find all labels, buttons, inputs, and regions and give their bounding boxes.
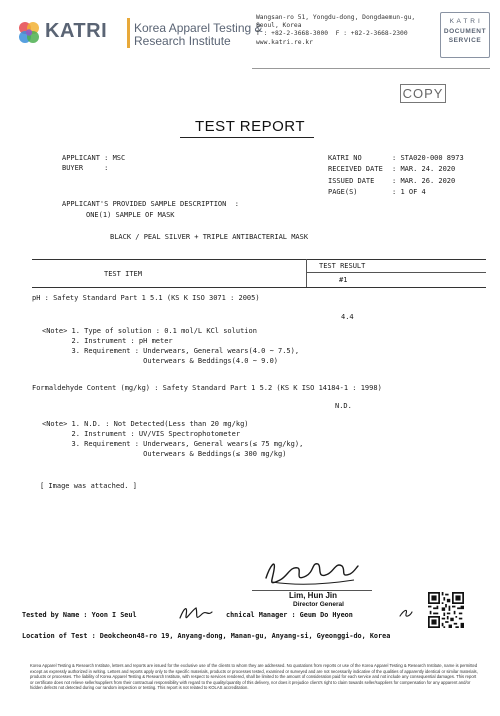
- col-test-item: TEST ITEM: [104, 270, 142, 278]
- katri-no-text: STA020-000 8973: [400, 154, 464, 162]
- phone-fax: T : +82-2-3668-3000 F : +82-2-3668-2300: [256, 30, 408, 38]
- title-underline: [180, 137, 314, 138]
- legal-disclaimer: Korea Apparel Testing & Research Institute, letters and reports are issued for the exclusive use of the clients to whom they are addressed. No quotations from reports or use of the Korea Apparel Testing & Research Institute, name is permitted except as expressly authorized in writing. Letters and reports apply only to the specific materials, products or processes tested, examined or surveyed and are not necessarily indicative of the qualities of apparently identical or similar materials, products or processes. The liability of Korea Apparel Testing & Research Institute, with respect to services rendered, shall be limited to the amount of consideration paid for each service and not include any consequential damages. This report or certificate does not relieve seller/suppliers from their contractual responsibility with regard to the quality/quantity of this delivery, nor does it prejudice client's right to claim towards seller/suppliers for compensation for any apparent and/or hidden defects not detected during our random inspection or testing. This report is not related to KOLAS accreditation.: [30, 663, 478, 691]
- katri-no-value: : STA020-000 8973: [392, 154, 464, 162]
- copy-stamp: COPY: [400, 84, 446, 103]
- received-label: RECEIVED DATE: [328, 165, 383, 173]
- document-service-badge: [440, 12, 490, 58]
- table-header-rule: [32, 287, 486, 288]
- table-top-rule: [32, 259, 486, 260]
- applicant-row: APPLICANT : MSC: [62, 154, 126, 162]
- sample-desc-text: APPLICANT'S PROVIDED SAMPLE DESCRIPTION: [62, 200, 227, 208]
- formaldehyde-result: N.D.: [335, 402, 352, 410]
- pages-text: 1 OF 4: [400, 188, 426, 196]
- katri-no-label: KATRI NO: [328, 154, 362, 162]
- sample-count: ONE(1) SAMPLE OF MASK: [86, 211, 175, 219]
- formaldehyde-note-1: <Note> 1. N.D. : Not Detected(Less than 20 mg/kg): [42, 420, 249, 428]
- logo-divider: [127, 18, 130, 48]
- katri-logo-icon: [16, 20, 42, 46]
- director-signature: [258, 552, 362, 590]
- tester-signature: [176, 600, 216, 626]
- received-text: MAR. 24. 2020: [400, 165, 456, 173]
- issued-text: MAR. 26. 2020: [400, 177, 456, 185]
- ph-result: 4.4: [341, 313, 354, 321]
- ph-note-2: 2. Instrument : pH meter: [42, 337, 173, 345]
- issued-value: : MAR. 26. 2020: [392, 177, 456, 185]
- pages-value: : 1 OF 4: [392, 188, 426, 196]
- tested-by: Tested by Name : Yoon I Seul: [22, 611, 137, 619]
- formaldehyde-note-3: 3. Requirement : Underwears, General wears(≤ 75 mg/kg),: [42, 440, 304, 448]
- website: www.katri.re.kr: [256, 38, 313, 46]
- sample-detail: BLACK / PEAL SILVER + TRIPLE ANTIBACTERIAL MASK: [110, 233, 309, 241]
- ph-note-4: Outerwears & Beddings(4.0 ~ 9.0): [42, 357, 279, 365]
- applicant-label: APPLICANT: [62, 154, 100, 162]
- logo-wordmark: KATRI: [45, 20, 108, 42]
- issued-label: ISSUED DATE: [328, 177, 375, 185]
- service-line3: SERVICE: [448, 37, 482, 44]
- director-title: Director General: [293, 601, 344, 608]
- service-line2: DOCUMENT: [443, 27, 487, 35]
- institute-name-line1: Korea Apparel Testing &: [134, 21, 263, 35]
- table-subheader-rule: [306, 272, 486, 273]
- buyer-row: BUYER :: [62, 164, 113, 172]
- applicant-value: MSC: [112, 154, 126, 162]
- address-line2: Seoul, Korea: [256, 22, 302, 30]
- report-title: TEST REPORT: [195, 118, 305, 135]
- received-value: : MAR. 24. 2020: [392, 165, 456, 173]
- manager-signature: [398, 606, 414, 620]
- address-block: [256, 14, 415, 47]
- col-sample-1: #1: [339, 276, 348, 284]
- image-attached-note: [ Image was attached. ]: [40, 482, 137, 490]
- table-divider: [306, 259, 307, 287]
- ph-note-1: <Note> 1. Type of solution : 0.1 mol/L KCl solution: [42, 327, 257, 335]
- ph-note-3: 3. Requirement : Underwears, General wears(4.0 ~ 7.5),: [42, 347, 300, 355]
- director-name: Lim, Hun Jin: [289, 591, 337, 600]
- qr-code-icon: [428, 592, 464, 628]
- col-test-result: TEST RESULT: [319, 262, 366, 270]
- address-line1: Wangsan-ro 51, Yongdu-dong, Dongdaemun-gu,: [256, 14, 416, 21]
- technical-manager: chnical Manager : Geum Do Hyeon: [226, 611, 353, 619]
- formaldehyde-note-2: 2. Instrument : UV/VIS Spectrophotometer: [42, 430, 241, 438]
- institute-name-line2: Research Institute: [134, 34, 231, 48]
- sample-description-label: APPLICANT'S PROVIDED SAMPLE DESCRIPTION :: [62, 200, 240, 208]
- service-line1: K A T R I: [449, 18, 481, 25]
- header-rule: [252, 68, 490, 69]
- ph-heading: pH : Safety Standard Part 1 5.1 (KS K ISO 3071 : 2005): [32, 294, 260, 302]
- buyer-label: BUYER: [62, 164, 84, 172]
- formaldehyde-heading: Formaldehyde Content (mg/kg) : Safety Standard Part 1 5.2 (KS K ISO 14184-1 : 1998): [32, 384, 382, 392]
- pages-label: PAGE(S): [328, 188, 358, 196]
- formaldehyde-note-4: Outerwears & Beddings(≤ 300 mg/kg): [42, 450, 287, 458]
- institute-name: [134, 22, 263, 48]
- test-location: Location of Test : Deokcheon48-ro 19, Anyang-dong, Manan-gu, Anyang-si, Gyeonggi-do, Korea: [22, 632, 391, 640]
